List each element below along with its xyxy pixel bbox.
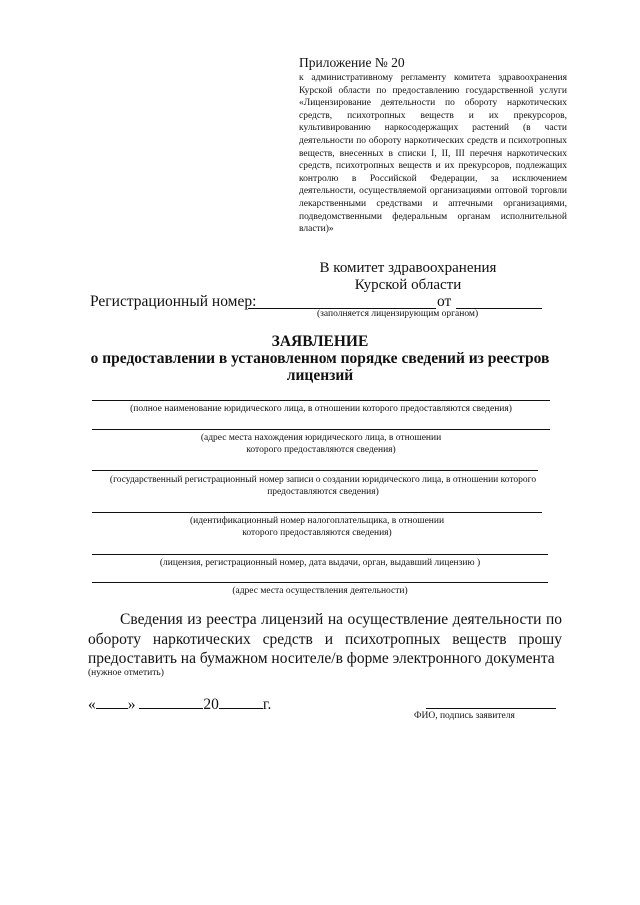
appendix-body: к административному регламенту комитета здравоохранения Курской области по предоставлению государственной услуги «Лицензирование деятельности по обороту наркотических средств, психотропных веществ и их прекурсоров, культивированию наркосодержащих растений (в части деятельности по обороту наркотических средств и психотропных веществ, внесенных в списки I, II, III перечня наркотических средств, психотропных веществ и их прекурсоров, подлежащих контролю в Российской Федерации, за исключением деятельности, осуществляемой организациями оптовой торговли лекарственными средствами и аптечными организациями, подведомственными федеральным органам исполнительной власти)» — [299, 73, 567, 235]
registration-note: (заполняется лицензирующим органом) — [317, 309, 479, 319]
address-field[interactable] — [92, 429, 550, 430]
date-day-field[interactable] — [96, 694, 128, 709]
signature-field[interactable] — [426, 708, 556, 709]
date-year-field[interactable] — [219, 694, 263, 709]
ogrn-caption-line-1: (государственный регистрационный номер записи о создании юридического лица, в отношении которого — [109, 475, 537, 485]
request-note: (нужное отметить) — [88, 668, 164, 678]
addressee-line-1: В комитет здравоохранения — [319, 260, 497, 276]
full-name-caption: (полное наименование юридического лица, в отношении которого предоставляются сведения) — [130, 404, 512, 414]
ogrn-caption-line-2: предоставляются сведения) — [267, 487, 379, 497]
date-close-quote: » — [127, 696, 136, 713]
appendix-block — [299, 55, 567, 236]
date-month-field[interactable] — [139, 694, 203, 709]
activity-address-caption: (адрес места осуществления деятельности) — [232, 586, 408, 596]
date-open-quote: « — [88, 696, 96, 713]
date-year-suffix: г. — [262, 696, 272, 713]
signature-caption: ФИО, подпись заявителя — [414, 711, 515, 721]
full-name-field[interactable] — [92, 400, 550, 401]
inn-caption-line-2: которого предоставляются сведения) — [242, 528, 392, 538]
date-row — [88, 694, 271, 714]
appendix-title: Приложение № 20 — [299, 55, 405, 70]
license-field[interactable] — [92, 554, 548, 555]
registration-date-label: от — [437, 293, 452, 310]
license-caption: (лицензия, регистрационный номер, дата выдачи, орган, выдавший лицензию ) — [159, 558, 481, 568]
addressee-line-2: Курской области — [354, 277, 462, 293]
inn-field[interactable] — [92, 512, 542, 513]
document-subtitle-line-1: о предоставлении в установленном порядке сведений из реестров — [90, 350, 550, 367]
address-caption-line-1: (адрес места нахождения юридического лица, в отношении — [200, 433, 442, 443]
registration-number-label: Регистрационный номер: — [90, 293, 257, 310]
inn-caption-line-1: (идентификационный номер налогоплательщика, в отношении — [189, 516, 445, 526]
document-subtitle-line-2: лицензий — [286, 367, 354, 384]
address-caption-line-2: которого предоставляются сведения) — [246, 445, 396, 455]
document-title: ЗАЯВЛЕНИЕ — [271, 333, 369, 350]
activity-address-field[interactable] — [92, 582, 548, 583]
request-text: Сведения из реестра лицензий на осуществление деятельности по обороту наркотических средств и психотропных веществ прошу предоставить на бумажном носителе/в форме электронного документа — [88, 611, 562, 667]
date-year-prefix: 20 — [203, 696, 219, 713]
ogrn-field[interactable] — [92, 470, 538, 471]
